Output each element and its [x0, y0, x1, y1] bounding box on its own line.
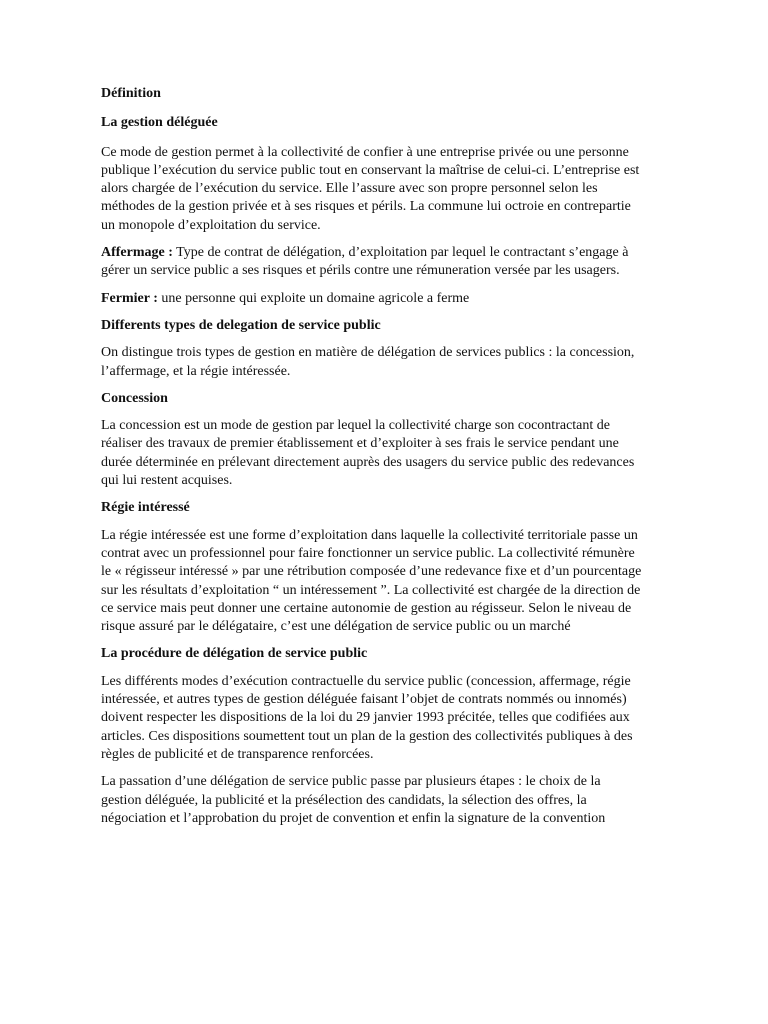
- definition-fermier: une personne qui exploite un domaine agricole a ferme: [157, 290, 470, 306]
- paragraph-regie: La régie intéressée est une forme d’exploitation dans laquelle la collectivité territoriale passe un contrat avec un professionnel pour faire fonctionner un service public. La collectivité rémunère le « régisseur intéressé » par une rétribution composée d’une redevance fixe et d’un pourcentage sur les résultats d’exploitation “ un intéressement ”. La collectivité est chargée de la direction de ce service mais peut donner une certaine autonomie de gestion au régisseur. Selon le niveau de risque assuré par le délégataire, c’est une délégation de service public ou un marché: [101, 527, 642, 635]
- section-heading-regie: Régie intéressé: [101, 500, 190, 516]
- section-heading-types: Differents types de delegation de service public: [101, 317, 381, 333]
- section-heading-concession: Concession: [101, 390, 168, 406]
- paragraph-concession: La concession est un mode de gestion par lequel la collectivité charge son cocontractant de réaliser des travaux de premier établissement et d’exploiter à ses frais le service pendant une durée déterminée en prélevant directement auprès des usagers du service public des redevances qui lui restent acquises.: [101, 418, 635, 489]
- paragraph-types: On distingue trois types de gestion en matière de délégation de services publics : la concession, l’affermage, et la régie intéressée.: [101, 345, 635, 379]
- document-title: Définition: [101, 86, 161, 101]
- document-page: [101, 85, 643, 837]
- paragraph-procedure-1: Les différents modes d’exécution contractuelle du service public (concession, affermage, régie intéressée, et autres types de gestion déléguée faisant l’objet de contrats nommés ou innomés) doivent respecter les dispositions de la loi du 29 janvier 1993 précitée, telles que codifiées aux articles. Ces dispositions soumettent tout un plan de la gestion des collectivités publiques à des règles de publicité et de transparence renforcées.: [101, 673, 633, 762]
- definition-affermage: Type de contrat de délégation, d’exploitation par lequel le contractant s’engage à gérer un service public a ses risques et périls contre une rémuneration versée par les usagers.: [101, 245, 629, 279]
- section-heading-procedure: La procédure de délégation de service public: [101, 646, 368, 662]
- term-affermage: Affermage :: [101, 245, 173, 261]
- paragraph-fermier: [101, 290, 643, 308]
- paragraph-affermage: [101, 244, 643, 281]
- paragraph-gestion-deleguee: Ce mode de gestion permet à la collectivité de confier à une entreprise privée ou une personne publique l’exécution du service public tout en conservant la maîtrise de celui-ci. L’entreprise est alors chargée de l’exécution du service. Elle l’assure avec son propre personnel selon les méthodes de la gestion privée et à ses risques et périls. La commune lui octroie en contrepartie un monopole d’exploitation du service.: [101, 144, 640, 233]
- term-fermier: Fermier :: [101, 290, 158, 306]
- section-heading-gestion-deleguee: La gestion déléguée: [101, 115, 218, 131]
- paragraph-procedure-2: La passation d’une délégation de service public passe par plusieurs étapes : le choix de la gestion déléguée, la publicité et la présélection des candidats, la sélection des offres, la négociation et l’approbation du projet de convention et enfin la signature de la convention: [101, 774, 606, 826]
